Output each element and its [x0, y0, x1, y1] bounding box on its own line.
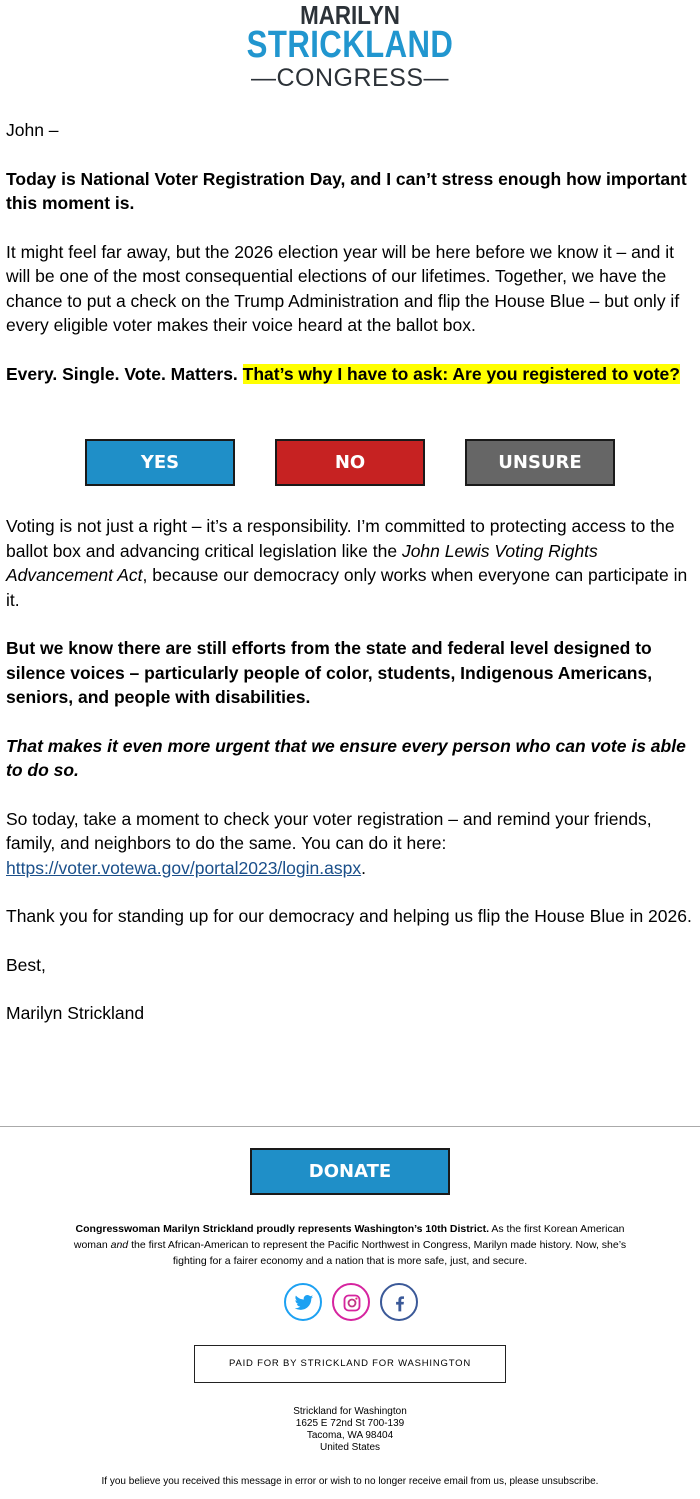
email-body-top [6, 118, 696, 410]
check-registration-text: So today, take a moment to check your voter registration – and remind your friends, family, and neighbors to do the same. You can do it here: [6, 808, 652, 853]
efforts-paragraph [6, 636, 696, 710]
about-text-a: As the first Korean American woman [73, 1223, 625, 1251]
voting-rights-paragraph [6, 514, 696, 612]
legislation-name: John Lewis Voting Rights Advancement Act [6, 540, 598, 585]
survey-buttons [0, 439, 700, 487]
urgent-paragraph [6, 734, 696, 783]
intro-paragraph [6, 167, 696, 216]
twitter-link[interactable] [284, 1283, 322, 1321]
voting-rights-text-a: Voting is not just a right – it’s a responsibility. I’m committed to protecting access to the ballot box and advancing critical legislation like the [6, 516, 675, 561]
question-paragraph [6, 362, 696, 387]
unsubscribe-notice[interactable]: If you believe you received this message in error or wish to no longer receive email from us, please unsubscribe. [101, 1476, 599, 1487]
about-bold: Congresswoman Marilyn Strickland proudly represents Washington’s 10th District. [75, 1223, 490, 1235]
voting-rights-text-b: , because our democracy only works when everyone can participate in it. [6, 565, 688, 610]
address-line: 1625 E 72nd St 700-139 [295, 1418, 405, 1429]
facebook-icon [390, 1293, 410, 1313]
address-line: Tacoma, WA 98404 [306, 1430, 394, 1441]
paid-for-disclaimer: PAID FOR BY STRICKLAND FOR WASHINGTON [194, 1345, 506, 1383]
about-text-b: the first African-American to represent the Pacific Northwest in Congress, Marilyn made history. Now, she’s fighting for a fairer economy and a nation that is more safe, just, and secure. [128, 1239, 627, 1267]
link-period: . [361, 857, 366, 878]
unsure-button[interactable]: UNSURE [465, 439, 615, 486]
mailing-address [200, 1406, 500, 1454]
election-paragraph: It might feel far away, but the 2026 election year will be here before we know it – and it will be one of the most consequential elections of our lifetimes. Together, we have the chance to put a check on the Trump Administration and flip the House Blue – but only if every eligible voter makes their voice heard at the ballot box. [6, 241, 680, 335]
footer-divider [0, 1126, 700, 1127]
signature: Marilyn Strickland [6, 1003, 145, 1023]
logo-last-name: STRICKLAND [246, 24, 454, 66]
donate-button[interactable]: DONATE [250, 1148, 450, 1195]
vote-matters-text: Every. Single. Vote. Matters. [6, 363, 238, 384]
intro-bold-text: Today is National Voter Registration Day, and I can’t stress enough how important this moment is. [6, 168, 687, 213]
voter-registration-link[interactable]: https://voter.votewa.gov/portal2023/login.aspx [6, 857, 362, 878]
instagram-icon [342, 1293, 362, 1313]
twitter-icon [294, 1293, 314, 1313]
urgent-text: That makes it even more urgent that we ensure every person who can vote is able to do so. [6, 735, 686, 780]
no-button[interactable]: NO [275, 439, 425, 486]
instagram-link[interactable] [332, 1283, 370, 1321]
about-blurb [70, 1221, 630, 1269]
yes-button[interactable]: YES [85, 439, 235, 486]
thank-you-paragraph: Thank you for standing up for our democracy and helping us flip the House Blue in 2026. [6, 906, 692, 926]
email-body-bottom [6, 514, 696, 1050]
greeting: John – [6, 120, 59, 140]
logo-congress: —CONGRESS— [250, 64, 450, 92]
address-line: United States [319, 1442, 381, 1453]
about-italic: and [110, 1239, 129, 1251]
registration-question: That’s why I have to ask: Are you registered to vote? [242, 363, 680, 384]
facebook-link[interactable] [380, 1283, 418, 1321]
campaign-logo [0, 0, 700, 100]
logo-first-name: MARILYN [300, 0, 400, 30]
address-line: Strickland for Washington [293, 1406, 407, 1417]
signoff: Best, [6, 954, 46, 975]
check-registration-paragraph [6, 807, 696, 881]
efforts-bold-text: But we know there are still efforts from the state and federal level designed to silence voices – particularly people of color, students, Indigenous Americans, seniors, and people with disabilities. [6, 638, 653, 707]
social-links [0, 1283, 700, 1325]
